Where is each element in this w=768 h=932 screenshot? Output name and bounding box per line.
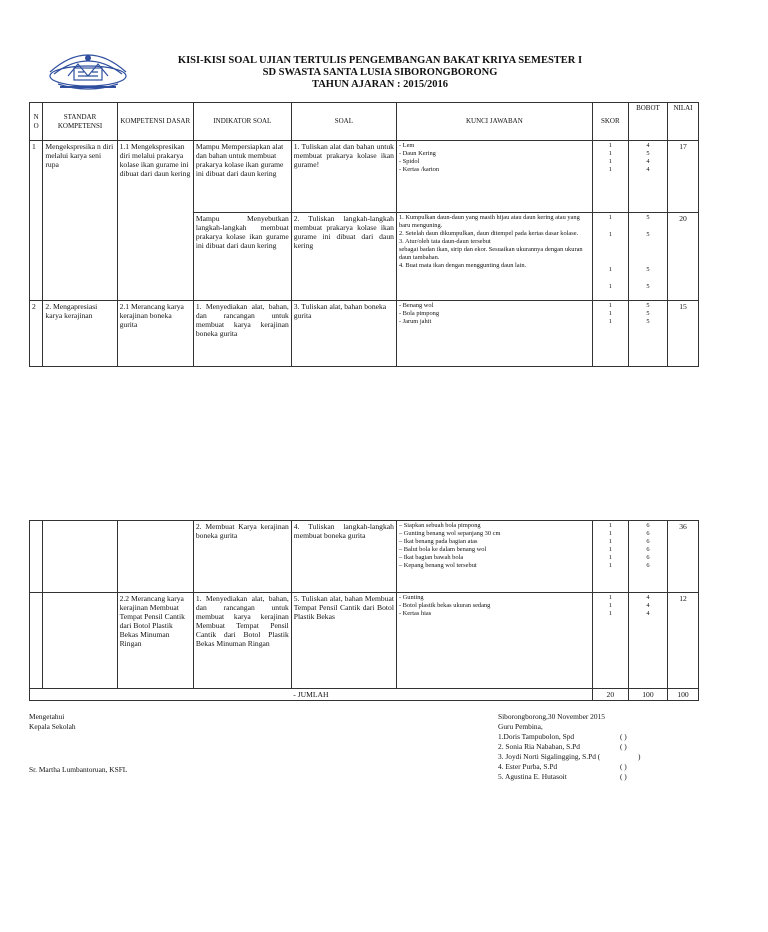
skor-value: 1 (608, 166, 612, 173)
row-skor (592, 593, 628, 689)
bobot-value: 5 (646, 302, 650, 309)
row-kunci (396, 213, 592, 301)
skor-value: 1 (608, 214, 612, 221)
col-indikator: INDIKATOR SOAL (193, 103, 291, 141)
row-nilai: 15 (668, 301, 699, 367)
kunci-item: - Botol plastik bekas ukuran sedang (398, 602, 491, 609)
skor-value: 1 (608, 554, 612, 561)
skor-value: 1 (608, 610, 612, 617)
row-bobot (628, 521, 667, 593)
bobot-value: 5 (646, 266, 650, 273)
bobot-value: 6 (646, 530, 650, 537)
teacher-signature-slot: ( ) (620, 732, 627, 741)
teacher-signature-slot: ( ) (620, 742, 627, 751)
row-nilai: 20 (668, 213, 699, 301)
row-standar: Mengekspresika n diri melalui karya seni rupa (43, 141, 117, 301)
kunci-item: - Kertas /karton (398, 166, 440, 173)
col-bobot: BOBOT (628, 103, 667, 141)
row-nilai: 17 (668, 141, 699, 213)
col-kompetensi: KOMPETENSI DASAR (117, 103, 193, 141)
row-skor (592, 521, 628, 593)
row-indikator: Mampu Menyebutkan langkah-langkah membuat prakarya kolase ikan gurame ini dibuat dari daun kering (193, 213, 291, 301)
bobot-value: 6 (646, 546, 650, 553)
skor-value: 1 (608, 302, 612, 309)
bobot-value: 6 (646, 554, 650, 561)
teacher-signature-slot: ) (638, 752, 641, 761)
document-title: KISI-KISI SOAL UJIAN TERTULIS PENGEMBANGAN BAKAT KRIYA SEMESTER I (177, 55, 583, 66)
total-bobot: 100 (628, 689, 667, 701)
teachers-signature (498, 712, 678, 782)
teacher-line (498, 752, 678, 762)
kunci-item: - Daun Kering (398, 150, 436, 157)
table-row (30, 141, 699, 213)
row-bobot (628, 141, 667, 213)
bobot-value: 5 (646, 214, 650, 221)
teacher-name: 4. Ester Purba, S.Pd (498, 762, 558, 771)
bobot-value: 4 (646, 610, 650, 617)
row-kunci (396, 141, 592, 213)
kunci-item: – Gunting benang wol sepanjang 30 cm (398, 530, 501, 537)
skor-value: 1 (608, 562, 612, 569)
row-kompetensi: 1.1 Mengekspresikan diri melalui prakarya kolase ikan gurame ini dibuat dari daun kering (117, 141, 193, 301)
row-kompetensi: 2.2 Merancang karya kerajinan Membuat Tempat Pensil Cantik dari Botol Plastik Bekas Minuman Ringan (117, 593, 193, 689)
row-no: 1 (30, 141, 43, 301)
skor-value: 1 (608, 602, 612, 609)
row-indikator: 2. Membuat Karya kerajinan boneka gurita (193, 521, 291, 593)
skor-value: 1 (608, 530, 612, 537)
col-skor: SKOR (592, 103, 628, 141)
kisi-kisi-table (29, 102, 699, 367)
table-row (30, 521, 699, 593)
bobot-value: 6 (646, 522, 650, 529)
principal-signature (29, 712, 127, 775)
bobot-value: 4 (646, 602, 650, 609)
row-soal: 2. Tuliskan langkah-langkah membuat prakarya kolase ikan gurame ini dibuat dari daun kering (291, 213, 396, 301)
academic-year: TAHUN AJARAN : 2015/2016 (311, 79, 448, 90)
row-bobot (628, 301, 667, 367)
bobot-value: 5 (646, 231, 650, 238)
bobot-value: 5 (646, 150, 650, 157)
row-kunci (396, 593, 592, 689)
col-standar: STANDAR KOMPETENSI (43, 103, 117, 141)
skor-value: 1 (608, 546, 612, 553)
row-kunci (396, 301, 592, 367)
row-soal: 1. Tuliskan alat dan bahan untuk membuat prakarya kolase ikan gurame! (291, 141, 396, 213)
kunci-item: 4. Buat mata ikan dengan menggunting daun lain. (398, 262, 527, 269)
row-bobot (628, 213, 667, 301)
row-kunci (396, 521, 592, 593)
table-row (30, 593, 699, 689)
row-kompetensi (117, 521, 193, 593)
col-no: N O (30, 103, 43, 141)
col-nilai: NILAI (668, 103, 699, 141)
kunci-item: – Siapkan sebuah bola pimpong (398, 522, 481, 529)
skor-value: 1 (608, 266, 612, 273)
teacher-name: 3. Joydi Norti Sigalingging, S.Pd ( (498, 752, 601, 761)
place-date: Siborongborong,30 November 2015 (498, 712, 605, 721)
row-no (30, 593, 43, 689)
bobot-value: 4 (646, 142, 650, 149)
total-skor: 20 (592, 689, 628, 701)
bobot-value: 5 (646, 318, 650, 325)
row-bobot (628, 593, 667, 689)
teachers-role: Guru Pembina, (498, 722, 543, 731)
bobot-value: 6 (646, 562, 650, 569)
bobot-value: 5 (646, 310, 650, 317)
row-soal: 4. Tuliskan langkah-langkah membuat boneka gurita (291, 521, 396, 593)
row-kompetensi: 2.1 Merancang karya kerajinan boneka gurita (117, 301, 193, 367)
bobot-value: 4 (646, 594, 650, 601)
skor-value: 1 (608, 142, 612, 149)
bobot-value: 6 (646, 538, 650, 545)
skor-value: 1 (608, 231, 612, 238)
teacher-name: 2. Sonia Ria Nababan, S.Pd (498, 742, 580, 751)
row-skor (592, 213, 628, 301)
school-name: SD SWASTA SANTA LUSIA SIBORONGBORONG (262, 67, 498, 78)
row-soal: 5. Tuliskan alat, bahan Membuat Tempat Pensil Cantik dari Botol Plastik Bekas (291, 593, 396, 689)
kunci-item: – Ikat benang pada bagian atas (398, 538, 478, 545)
bobot-value: 4 (646, 158, 650, 165)
skor-value: 1 (608, 158, 612, 165)
teacher-line (498, 742, 678, 752)
row-nilai: 12 (668, 593, 699, 689)
row-standar (43, 593, 117, 689)
principal-name: Sr. Martha Lumbantoruan, KSFL (29, 765, 128, 774)
skor-value: 1 (608, 318, 612, 325)
row-nilai: 36 (668, 521, 699, 593)
skor-value: 1 (608, 150, 612, 157)
row-no (30, 521, 43, 593)
skor-value: 1 (608, 538, 612, 545)
skor-value: 1 (608, 310, 612, 317)
skor-value: 1 (608, 283, 612, 290)
row-indikator: 1. Menyediakan alat, bahan, dan rancangan untuk membuat karya kerajinan Membuat Tempat Pensil Cantik dari Botol Plastik Bekas Minuman Ringan (193, 593, 291, 689)
teacher-signature-slot: ( ) (620, 772, 627, 781)
principal-role: Kepala Sekolah (29, 722, 76, 731)
teacher-line (498, 762, 678, 772)
row-indikator: Mampu Mempersiapkan alat dan bahan untuk membuat prakarya kolase ikan gurame ini dibuat dari daun kering (193, 141, 291, 213)
table-row (30, 301, 699, 367)
acknowledged-label: Mengetahui (29, 712, 65, 721)
bobot-value: 4 (646, 166, 650, 173)
teacher-signature-slot: ( ) (620, 762, 627, 771)
kunci-item: – Kepang benang wol tersebut (398, 562, 477, 569)
kunci-item: - Benang wol (398, 302, 434, 309)
kunci-item: - Lem (398, 142, 415, 149)
total-row (30, 689, 699, 701)
row-skor (592, 141, 628, 213)
bobot-value: 5 (646, 283, 650, 290)
teacher-line (498, 772, 678, 782)
col-kunci: KUNCI JAWABAN (396, 103, 592, 141)
kunci-item: - Bola pimpong (398, 310, 440, 317)
row-indikator: 1. Menyediakan alat, bahan, dan rancangan untuk membuat karya kerajinan boneka gurita (193, 301, 291, 367)
kunci-item: 3. Atur/oleh tata daun-daun tersebut (398, 238, 491, 245)
kunci-item: - Spidol (398, 158, 420, 165)
col-soal: SOAL (291, 103, 396, 141)
kunci-item: - Kertas hias (398, 610, 432, 617)
row-soal: 3. Tuliskan alat, bahan boneka gurita (291, 301, 396, 367)
kunci-item: sebagai badan ikan, sirip dan ekor. Sesuaikan ukurannya dengan ukuran daun tambahan. (398, 246, 583, 261)
kunci-item: 1. Kumpulkan daun-daun yang masih hijau atau daun kering atau yang baru menguning. (398, 214, 580, 229)
school-emblem-icon (44, 46, 132, 94)
kunci-item: – Ikat bagian bawah bola (398, 554, 464, 561)
header-row (30, 103, 699, 141)
row-skor (592, 301, 628, 367)
teacher-name: 5. Agustina E. Hutasoit (498, 772, 567, 781)
kunci-item: – Balut bola ke dalam benang wol (398, 546, 487, 553)
row-standar (43, 521, 117, 593)
teacher-line (498, 732, 678, 742)
kunci-item: 2. Setelah daun dikumpulkan, daun ditempel pada kertas dasar kolase. (398, 230, 579, 237)
skor-value: 1 (608, 522, 612, 529)
skor-value: 1 (608, 594, 612, 601)
total-nilai: 100 (668, 689, 699, 701)
teacher-name: 1.Doris Tampubolon, Spd (498, 732, 575, 741)
kunci-item: - Gunting (398, 594, 424, 601)
total-label: - JUMLAH (30, 689, 593, 701)
row-no: 2 (30, 301, 43, 367)
kunci-item: - Jarum jahit (398, 318, 432, 325)
kisi-kisi-table-continued (29, 520, 699, 701)
row-standar: 2. Mengapresiasi karya kerajinan (43, 301, 117, 367)
